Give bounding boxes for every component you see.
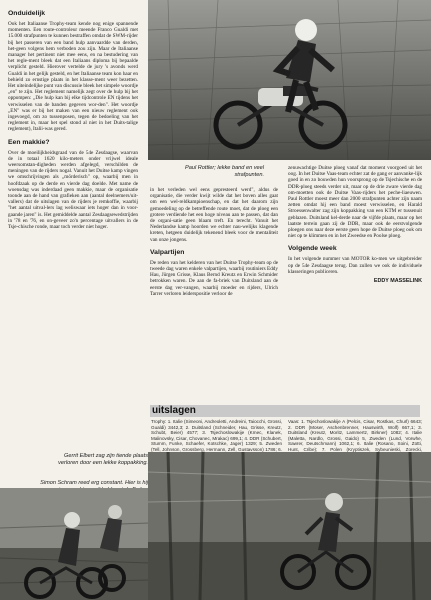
results-vaas: Vaas: 1. Tsjechoslowakije A (Pelcis, Cisar, Rostkas, Churl) 6643; 2. DDR (Moser, Aschenbrenner, Hauswirth, Wolf) 667,1; 3. Duitsland (Kreutz, Moritz, Lammertz, Birkner) 1082; 4. Italie (Maletta, Nardlo, Grossi, Gaido) 5, Zweden (Lund, Vorwhe, Sawrer, Deutschmann) 1062,1; 6. Italie (Rosano, Soini, Zotti, Hunt, Cribe); 7. Polen (Kryptiszek, Sybeunieski, Zorecki, xyxy=(288,419,422,452)
photo-paul-rottler-image xyxy=(148,0,431,160)
paragraph-een-makkie: Over de moeilijkheidsgraad van de 54e Zesdaagse, waarvan de in totaal 1620 kilo-meters onder vrijwel ideale weersomstan-digheden werden afgelegd, verschilden de meningen van de rijders nogal. Vanuit het Duitse kamp vingen we omschrijvingen als „mörderisch" op, waarbij men in hoofdzaak op de derde en vierde dag doelde. Met name de woensdag was inderdaad geen makkie, maar de organisatie toonde aan de hand van grafieken aan (aantal deelnemers/uit-vallers) dat de uitslagen van de rijders je remkoffie, waarbij "het aantal uitval-lers lag weliswaar iets hoger dan in voor-gaande jaren" is. Het gemiddelde aantal Zesdaagsewedstrijden in '78 en '76, en on-geveer zo'n percentage uitvallers in de Tsje-chische ronde, maar toch verder niet hoger. xyxy=(8,149,138,231)
photo-paul-rottler xyxy=(148,0,431,160)
caption-gerrit-elbert: Gerrit Elbert zag zijn tiende plaats verloren door een lekke koppakking. xyxy=(58,453,148,466)
heading-valpartijen: Valpartijen xyxy=(150,248,185,256)
photo-simon-schram xyxy=(0,488,150,600)
paragraph-volgende-week: In het volgende nummer van MOTOR ko-men we uitgebreider op de 54e Zesdaagse terug. Dan zullen we ook de individuele klasseringen publiceren. xyxy=(288,256,422,275)
heading-onduidelijk: Onduidelijk xyxy=(8,10,46,17)
photo-gerrit-elbert-image xyxy=(148,452,431,600)
results-title: uitslagen xyxy=(152,405,196,416)
paragraph-valpartijen: De reden van het kelderen van het Duitse Trophy-team op de tweede dag waren enkele valpartijen, waarbij routiniers Eddy Hau, Jürgen Grisse, Klaus Bernd Kreutz en Erwin Schmider betrokken waren. De aan de fa-briek van Duitsland aan de eerste dag ver-vangen, waarbij moeder en rijders, Ulrich Tarrer verloren leiderspositie verloor de xyxy=(150,259,278,297)
paragraph-onduidelijk: Ook het Italiaanse Trophy-team kende nog enige spannende momenten. Een route-controleur meende Franco Gualdi met 15.000 strafpunten te kunnen bestraffen omdat de SWM-rijder bij het passeren van een band hulp aanvaardde van derden, het-geen volgens hem verboden zou zijn. Maar de Italiaanse manager het pertinent niet mee eens, en na bestudering van het regle-ment bleek dat een Italiaans diploma bij bepaalde verplicht gesteld. Hierover vertelde de jury 's avonds werd Gualdi in het gelijk gesteld, en het Italiaanse team kon haar en behield zo ernstige plaats in het klasse-ment weer bezetten. Het uiteindelijke punt van discussie bleek het simpele woordje „en" te zijn. Het reglement namelijk zegt over de hulp bij het oppompen: „Die hulp kan bij elke tijdcontrole EN tijdens het verwisselen van de banden gegeven wor-den". Het woordje „EN" was er bij het maken van een nieuw reglement ook ingevoegd, om zo tussenposen, tegen de bedoeling van het reglement in, maar het spel stond al niet in het Duits-talige reglement), Italii-was gered. xyxy=(8,21,138,133)
heading-een-makkie: Een makkie? xyxy=(8,138,50,146)
photo-simon-schram-image xyxy=(0,488,150,600)
caption-simon-schram: Simon Schram reed erg constant. Hier is hij xyxy=(40,480,148,486)
caption-paul-rottler: Paul Rottler; lekke band en veel strafpunten. xyxy=(185,165,264,178)
heading-volgende-week: Volgende week xyxy=(288,245,337,253)
photo-gerrit-elbert xyxy=(148,452,431,600)
paragraph-organisatie: in het verleden wel eens gepresteerd werd", aldus de organisatie, die verder kwijt wilde dat het boven alles gaat om een wel-reldkampioenschap, en dat het daarom zijn gemoedeling op de betreffende route moet, dat de ploeg een grotere verdiende het een hoge niveau aan te passen, dat dan de organi-satie geen blaam treft. En terecht. Vanuit het Nederlandse kamp hoorden we echter nau-welijks klagende kreten, hetgeen duidelijk tekenend bleek voor de mentaliteit van onze jongens. xyxy=(150,187,278,243)
left-column xyxy=(8,10,138,233)
paragraph-duitse-ploeg: zenuwachtige Duitse ploeg vanaf dat moment voorgoed uit het oog. In het Duitse Vaas-team echter zat de gang er aanvanke-lijk goed in en zo bouwden hun voorsprong op de Tsjechische en de DDR-ploeg steeds verder uit, maar op de drie zware vierde dag om-moetten ook de Duitse Vaas-rijders het peche-liaeuwen. Paul Rottler moest meer dan 2000 strafpunten achter zijn naam zetten omdat hij een band moest verwisselen, en Harald Stroessenwalter zag zijn koppakking van een KTM er tussenuit geblazen. Duitsland kel-derde naar de vijfde plaats, maar op het laatste terrein gaan zij de DDR, maar ook de eerstvolgende ploegen ons naar deze eerste geen hope de Duitse ploeg ook om niet op te klimmen en in het Zweedse en Poolse ploeg. xyxy=(288,165,422,240)
middle-column xyxy=(150,187,278,300)
results-trophy: Trophy: 1. Italie (Simeoni, Andreoletti, Andreini, Taiocchi, Grossi, Gualdi) 3442,3; 2. Duitsland (Schneider, Hau, Grisse, Kreutz, Schubt, Beier) 4577; 3. Tsjechoslowakije (Kmec, Klanek, Malinovsky, Cisar, Chovanec, Mrakac) 699,1; 4. DDR (Schubert, Stumm, Funke, Schaefer, Kotschke, Jager) 1329; 5. Zweden (Tell, Johnson, Grossberg, Hermann, Zell, Gustavsson) 1786; 6. xyxy=(151,419,282,452)
author-name: EDDY MASSELINK xyxy=(373,278,422,285)
right-column xyxy=(288,165,422,284)
